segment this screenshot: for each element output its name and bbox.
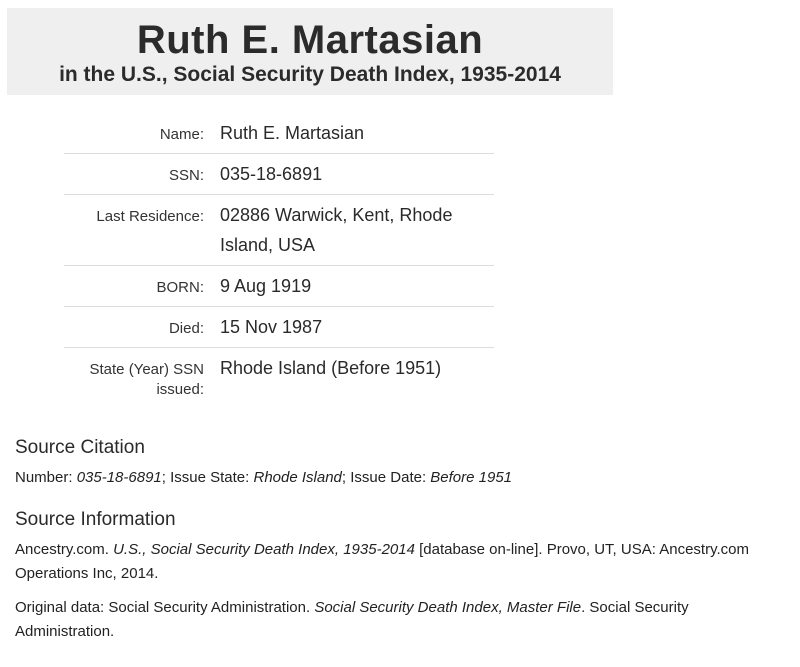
source-citation-section (15, 437, 790, 490)
field-label: Died: (64, 307, 216, 348)
field-label: Last Residence: (64, 195, 216, 266)
source-information-heading: Source Information (15, 509, 176, 530)
source-info-database-title: U.S., Social Security Death Index, 1935-2014 (113, 541, 415, 558)
citation-issue-date-label: Issue Date: (350, 469, 431, 486)
field-label: State (Year) SSN issued: (89, 361, 204, 398)
original-data-text: Original data: Social Security Administration. (15, 599, 315, 616)
source-citation-heading: Source Citation (15, 437, 145, 458)
record-row-ssn (64, 154, 494, 195)
original-data-file-title: Social Security Death Index, Master File (314, 599, 582, 616)
field-label: SSN: (64, 154, 216, 195)
field-value: 9 Aug 1919 (216, 266, 494, 307)
original-data-paragraph (15, 596, 790, 644)
record-row-name (64, 113, 494, 154)
source-information-section (15, 509, 790, 644)
source-info-text: Ancestry.com. (15, 541, 114, 558)
source-information-paragraph (15, 538, 790, 586)
citation-separator: ; (161, 469, 171, 486)
record-row-residence (64, 195, 494, 266)
field-value: 02886 Warwick, Kent, Rhode Island, USA (216, 195, 494, 266)
page-title: Ruth E. Martasian (136, 18, 484, 62)
header-banner (7, 8, 613, 95)
record-row-died (64, 307, 494, 348)
citation-number-value: 035-18-6891 (76, 469, 162, 486)
original-data-text: . Social Security Administration. (15, 599, 689, 640)
source-info-text: [database on-line]. Provo, UT, USA: Ancestry.com Operations Inc, 2014. (15, 541, 749, 582)
page-subtitle: in the U.S., Social Security Death Index, 1935-2014 (59, 63, 561, 86)
field-label: Name: (64, 113, 216, 154)
citation-separator: ; (341, 469, 351, 486)
field-label: BORN: (64, 266, 216, 307)
source-citation-text (15, 466, 790, 490)
field-value: 15 Nov 1987 (216, 307, 494, 348)
citation-number-label: Number: (15, 469, 77, 486)
record-row-born (64, 266, 494, 307)
citation-issue-state-label: Issue State: (170, 469, 254, 486)
record-row-state-issued (64, 348, 494, 409)
citation-issue-date-value: Before 1951 (430, 469, 513, 486)
field-value: Rhode Island (Before 1951) (220, 358, 442, 378)
citation-issue-state-value: Rhode Island (253, 469, 342, 486)
field-value: Ruth E. Martasian (216, 113, 494, 154)
field-value: 035-18-6891 (216, 154, 494, 195)
record-table (64, 113, 494, 408)
